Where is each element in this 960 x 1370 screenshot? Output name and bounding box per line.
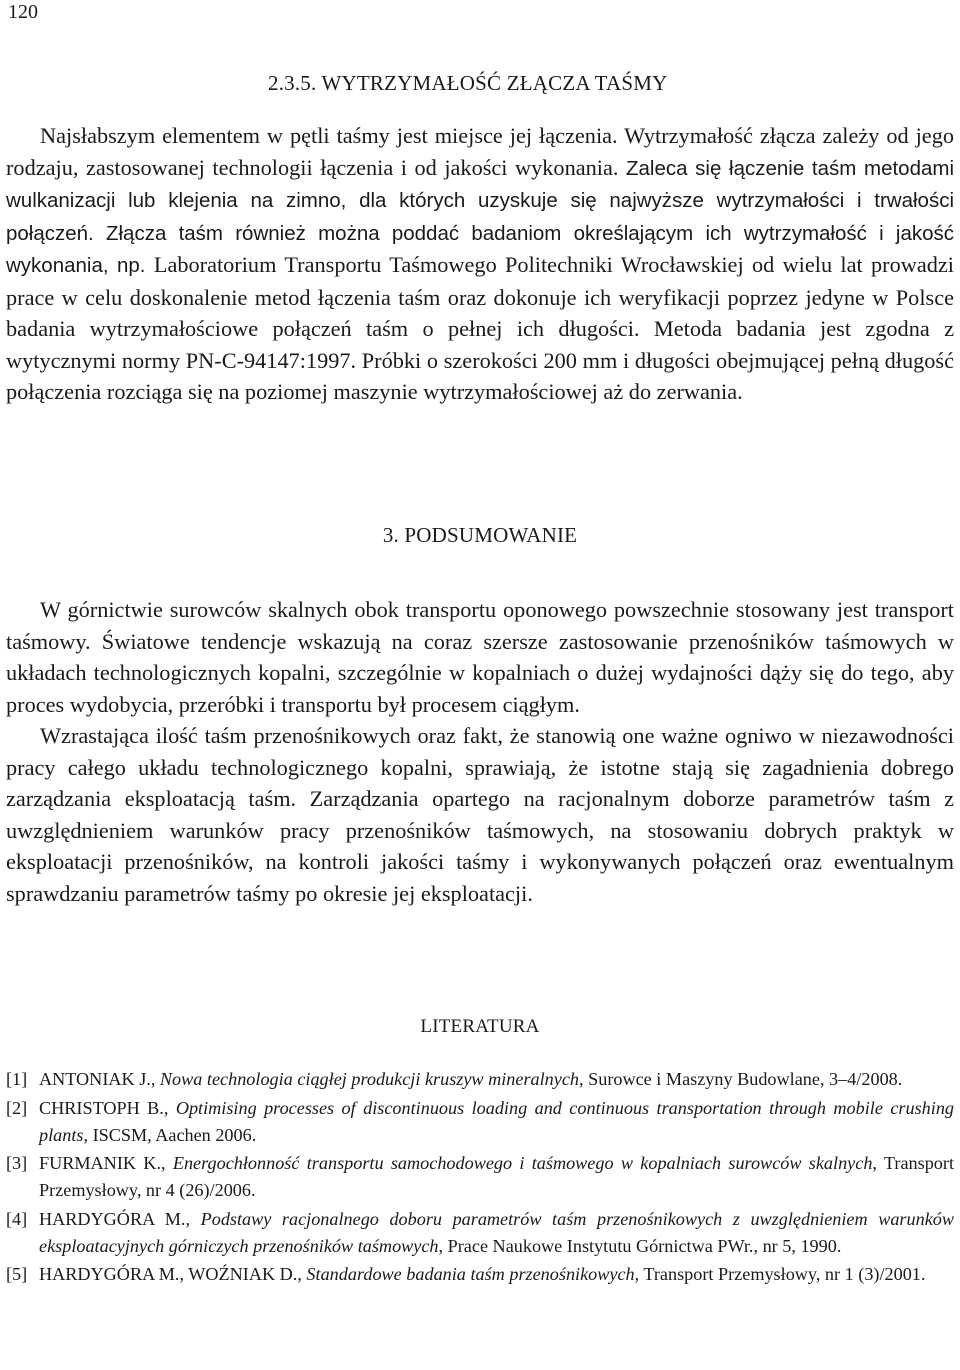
summary-paragraph-2: Wzrastająca ilość taśm przenośnikowych oraz fakt, że stanowią one ważne ogniwo w niezawodności pracy całego układu technologicznego kopalni, sprawiają, że istotne stają się zagadnienia dobrego zarządzania eksploatacją taśm. Zarządzania opartego na racjonalnym doborze parametrów taśm z uwzględnieniem warunków pracy przenośników taśmowych, na stosowaniu dobrych praktyk w eksploatacji przenośników, na kontroli jakości taśmy i wykonywanych połączeń oraz ewentualnym sprawdzaniu parametrów taśmy po okresie jej eksploatacji. [6, 723, 954, 906]
summary-heading: 3. PODSUMOWANIE [382, 523, 578, 547]
paragraph-part-2: Zaleca się łączenie taśm metodami wulkanizacji lub klejenia na zimno, dla których uzyskuje się najwyższe wytrzymałości i trwałości połączeń. Złącza taśm również można poddać badaniom określającym ich wytrzymałość i jakość wykonania, np. [6, 156, 955, 277]
reference-details: , Surowce i Maszyny Budowlane, 3–4/2008. [579, 1069, 903, 1089]
reference-item: [4] HARDYGÓRA M., Podstawy racjonalnego doboru parametrów taśm przenośnikowych z uwzględnieniem warunków eksploatacyjnych górniczych przenośników taśmowych, Prace Naukowe Instytutu Górnictwa PWr., nr 5, 1990. [6, 1206, 954, 1260]
section-paragraph [6, 120, 954, 408]
reference-details: , Prace Naukowe Instytutu Górnictwa PWr., nr 5, 1990. [438, 1235, 842, 1256]
reference-item: [1] ANTONIAK J., Nowa technologia ciągłej produkcji kruszyw mineralnych, Surowce i Maszyny Budowlane, 3–4/2008. [6, 1066, 954, 1093]
reference-authors: HARDYGÓRA M. [39, 1208, 186, 1229]
reference-title: Podstawy racjonalnego doboru parametrów taśm przenośnikowych z uwzględnieniem warunków eksploatacyjnych górniczych przenośników taśmowych [39, 1208, 954, 1256]
reference-item: [5] HARDYGÓRA M., WOŹNIAK D., Standardowe badania taśm przenośnikowych, Transport Przemysłowy, nr 1 (3)/2001. [6, 1261, 954, 1288]
reference-details: , Transport Przemysłowy, nr 4 (26)/2006. [39, 1153, 955, 1200]
reference-authors: CHRISTOPH B. [39, 1097, 164, 1118]
reference-number: [5] [6, 1264, 28, 1284]
reference-title: Optimising processes of discontinuous loading and continuous transportation through mobile crushing plants [39, 1097, 955, 1145]
reference-authors: FURMANIK K. [39, 1153, 161, 1173]
paragraph-part-1: Najsłabszym elementem w pętli taśmy jest miejsce jej łączenia. Wytrzymałość złącza zależy od jego rodzaju, zastosowanej technologii łączenia i od jakości wykonania. [6, 123, 954, 180]
section-heading: 2.3.5. WYTRZYMAŁOŚĆ ZŁĄCZA TAŚMY [268, 71, 668, 95]
reference-authors: HARDYGÓRA M., WOŹNIAK D. [39, 1264, 298, 1284]
reference-details: , ISCSM, Aachen 2006. [83, 1124, 257, 1145]
page-number: 120 [8, 1, 38, 23]
reference-title: Nowa technologia ciągłej produkcji kruszyw mineralnych [159, 1069, 580, 1089]
reference-number: [3] [6, 1153, 28, 1173]
reference-number: [4] [6, 1208, 28, 1229]
reference-authors: ANTONIAK J. [39, 1069, 151, 1089]
summary-paragraph-1: W górnictwie surowców skalnych obok transportu oponowego powszechnie stosowany jest transport taśmowy. Światowe tendencje wskazują na coraz szersze zastosowanie przenośników taśmowych w układach technologicznych kopalni, szczególnie w kopalniach o dużej wydajności dąży się do tego, aby proces wydobycia, przeróbki i transportu był procesem ciągłym. [6, 597, 954, 717]
reference-number: [2] [6, 1097, 28, 1118]
paragraph-part-3: Laboratorium Transportu Taśmowego Politechniki Wrocławskiej od wielu lat prowadzi prace w celu doskonalenie metod łączenia taśm oraz dokonuje ich weryfikacji poprzez jedyne w Polsce badania wytrzymałościowe połączeń taśm o pełnej ich długości. Metoda badania jest zgodna z wytycznymi normy PN-C-94147:1997. Próbki o szerokości 200 mm i długości obejmującej pełną długość połączenia rozciąga się na poziomej maszynie wytrzymałościowej aż do zerwania. [6, 252, 954, 404]
summary-body [6, 594, 954, 909]
reference-item: [2] CHRISTOPH B., Optimising processes of discontinuous loading and continuous transportation through mobile crushing plants, ISCSM, Aachen 2006. [6, 1095, 954, 1149]
reference-title: Energochłonność transportu samochodowego i taśmowego w kopalniach surowców skalnych [172, 1153, 873, 1173]
reference-details: , Transport Przemysłowy, nr 1 (3)/2001. [634, 1264, 926, 1284]
reference-item: [3] FURMANIK K., Energochłonność transportu samochodowego i taśmowego w kopalniach surowców skalnych, Transport Przemysłowy, nr 4 (26)/2006. [6, 1150, 954, 1204]
reference-number: [1] [6, 1069, 28, 1089]
reference-title: Standardowe badania taśm przenośnikowych [306, 1264, 635, 1284]
section-body [6, 120, 954, 408]
literature-heading: LITERATURA [420, 1016, 540, 1037]
reference-list [6, 1066, 954, 1290]
